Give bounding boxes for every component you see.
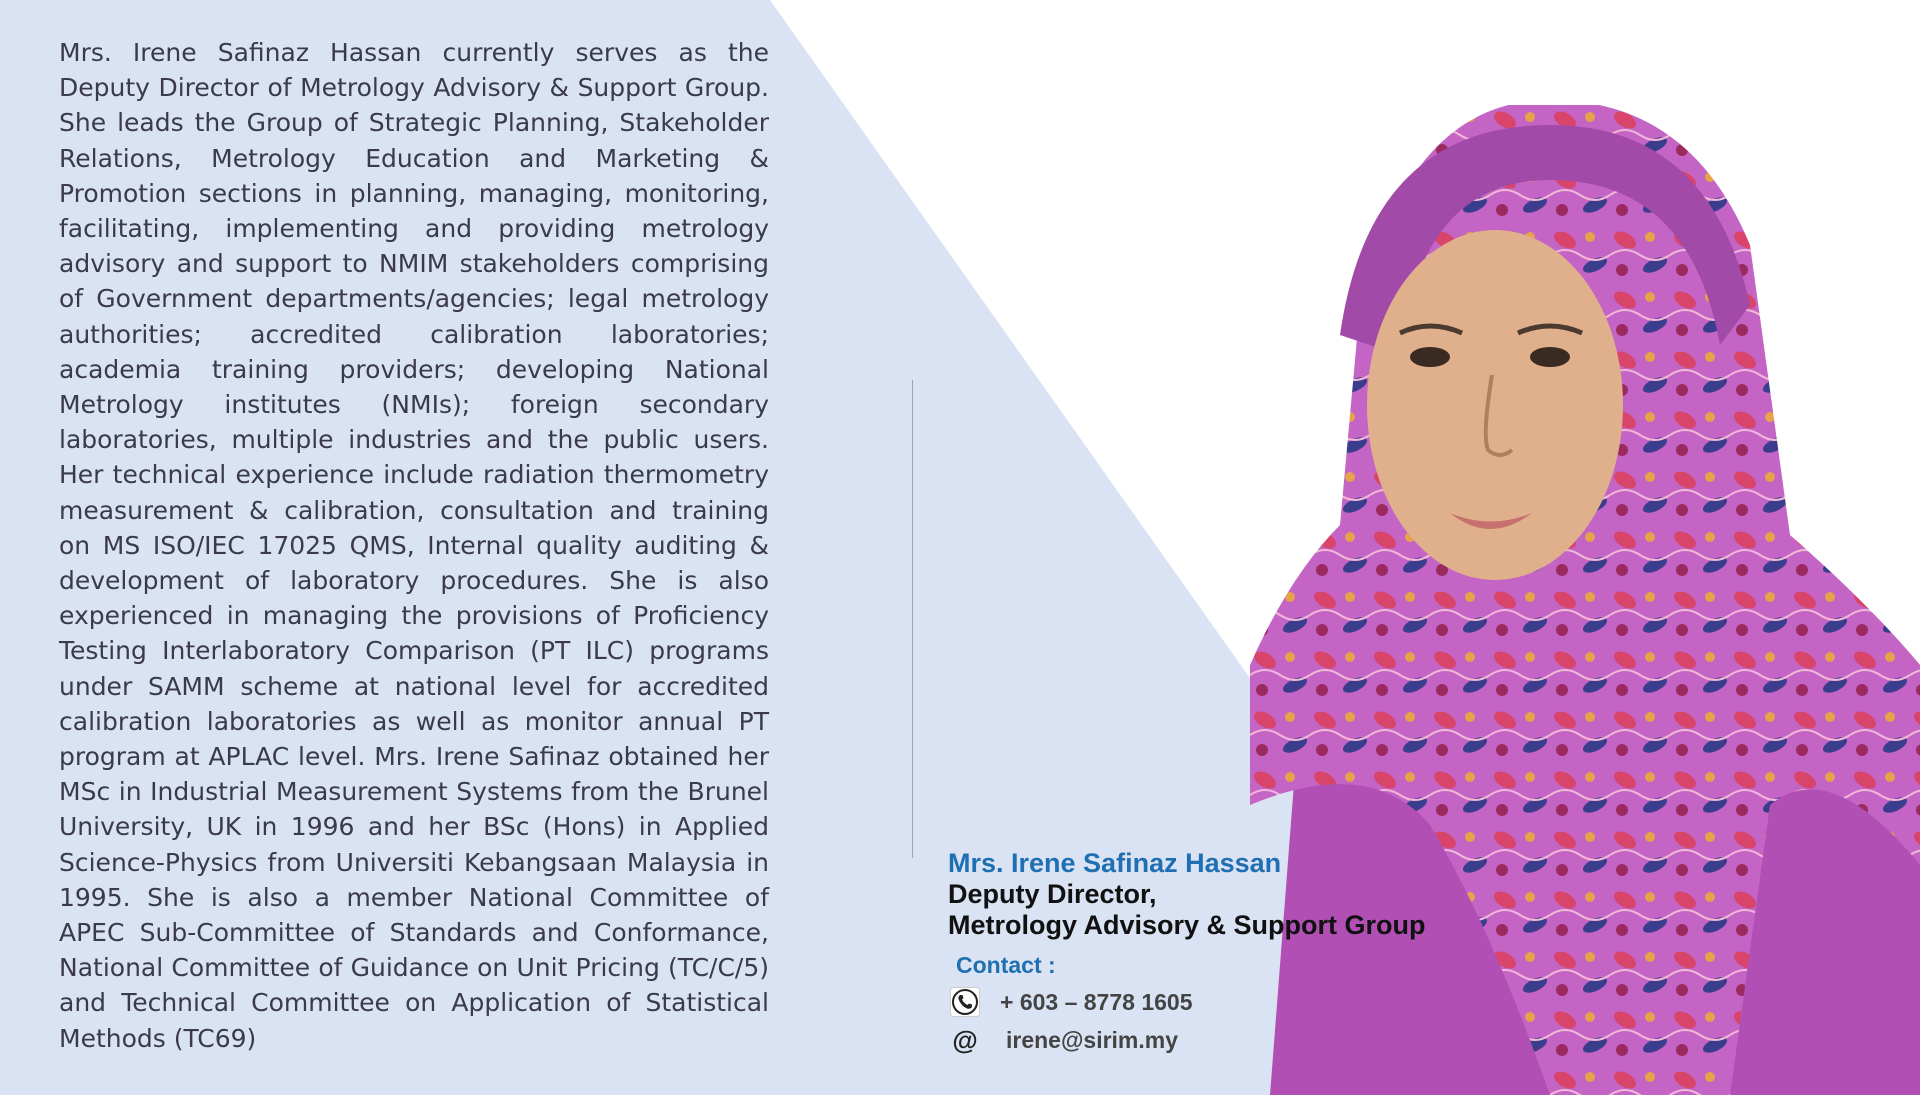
profile-title-line2: Metrology Advisory & Support Group	[948, 910, 1426, 940]
profile-title-line1: Deputy Director,	[948, 879, 1157, 909]
at-icon	[948, 1025, 982, 1055]
vertical-divider	[912, 380, 913, 858]
contact-phone-row	[948, 987, 1426, 1017]
profile-name: Mrs. Irene Safinaz Hassan	[948, 848, 1282, 878]
phone-icon	[948, 987, 982, 1017]
at-symbol: @	[952, 1025, 978, 1055]
profile-card	[948, 848, 1426, 1055]
contact-phone-value[interactable]: + 603 – 8778 1605	[1000, 988, 1193, 1015]
contact-label: Contact :	[956, 952, 1056, 978]
contact-email-row	[948, 1025, 1426, 1055]
contact-email-value[interactable]: irene@sirim.my	[1006, 1026, 1179, 1053]
biography-text: Mrs. Irene Safinaz Hassan currently serves as the Deputy Director of Metrology Advisory & Support Group. She leads the Group of Strategic Planning, Stakeholder Relations, Metrology Education and Marketing & Promotion sections in planning, managing, monitoring, facilitating, implementing and providing metrology advisory and support to NMIM stakeholders comprising of Government departments/agencies; legal metrology authorities; accredited calibration laboratories; academia training providers; developing National Metrology institutes (NMIs); foreign secondary laboratories, multiple industries and the public users. Her technical experience include radiation thermometry measurement & calibration, consultation and training on MS ISO/IEC 17025 QMS, Internal quality auditing & development of laboratory procedures. She is also experienced in managing the provisions of Proficiency Testing Interlaboratory Comparison (PT ILC) programs under SAMM scheme at national level for accredited calibration laboratories as well as monitor annual PT program at APLAC level. Mrs. Irene Safinaz obtained her MSc in Industrial Measurement Systems from the Brunel University, UK in 1996 and her BSc (Hons) in Applied Science-Physics from Universiti Kebangsaan Malaysia in 1995. She is also a member National Committee of APEC Sub-Committee of Standards and Conformance, National Committee of Guidance on Unit Pricing (TC/C/5) and Technical Committee on Application of Statistical Methods (TC69)	[59, 38, 769, 1053]
